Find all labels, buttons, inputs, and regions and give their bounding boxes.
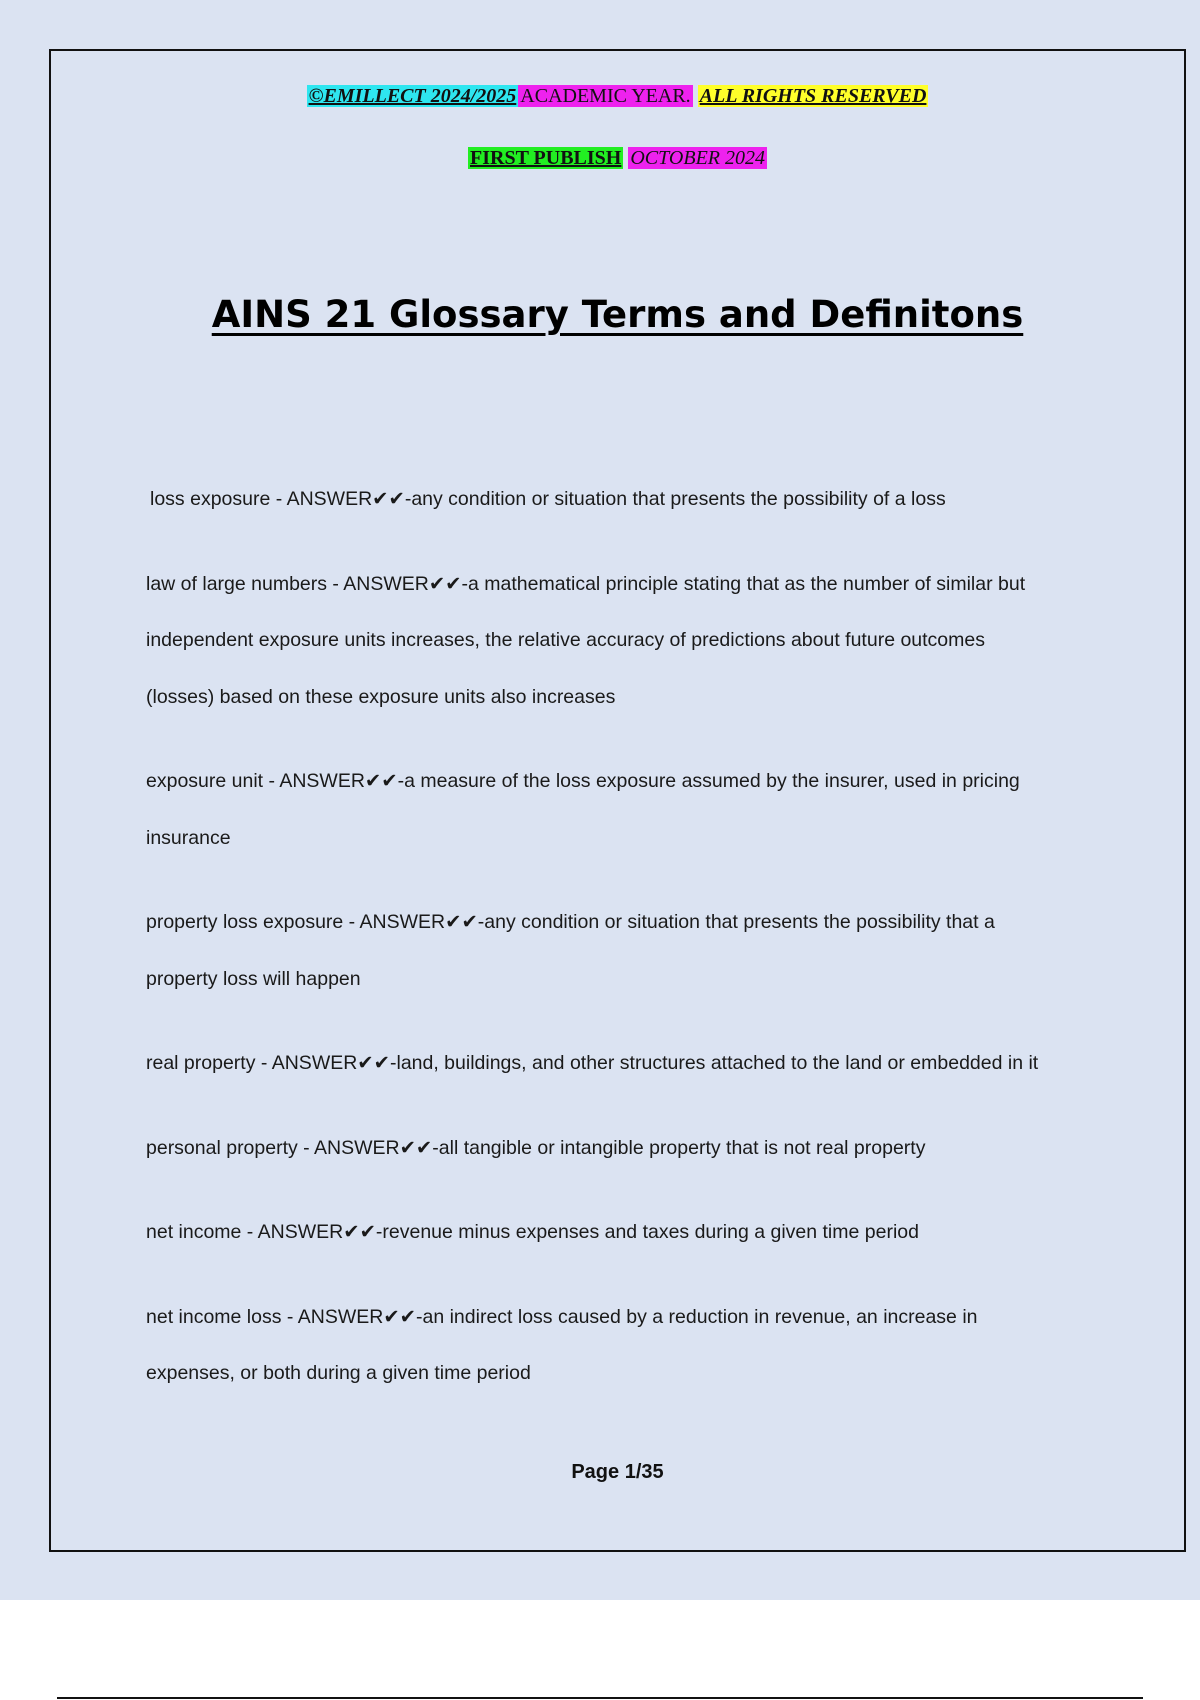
academic-year-text: ACADEMIC YEAR. xyxy=(520,85,691,107)
glossary-entry-line: net income - ANSWER✔✔-revenue minus expenses and taxes during a given time period xyxy=(146,1221,919,1243)
glossary-entry xyxy=(146,471,1146,528)
publish-date-text: OCTOBER 2024 xyxy=(630,147,765,169)
publish-banner xyxy=(51,147,1184,170)
rights-reserved-text: ALL RIGHTS RESERVED xyxy=(699,85,927,107)
document-title: AINS 21 Glossary Terms and Definitons xyxy=(211,293,1024,336)
glossary-entry-line: personal property - ANSWER✔✔-all tangible or intangible property that is not real property xyxy=(146,1136,926,1159)
glossary-entry xyxy=(146,1035,1146,1092)
first-publish-text: FIRST PUBLISH xyxy=(470,147,622,169)
glossary-entry-line: property loss exposure - ANSWER✔✔-any condition or situation that presents the possibility that a xyxy=(146,911,995,933)
bottom-rule xyxy=(57,1697,1143,1699)
copyright-banner xyxy=(51,85,1184,108)
glossary-entry-line: insurance xyxy=(146,826,231,849)
glossary-entry xyxy=(146,753,1146,866)
glossary-entry-line: net income loss - ANSWER✔✔-an indirect loss caused by a reduction in revenue, an increase in xyxy=(146,1305,978,1328)
glossary-entry-line: exposure unit - ANSWER✔✔-a measure of the loss exposure assumed by the insurer, used in pricing xyxy=(146,770,1020,792)
glossary-entry xyxy=(146,1120,1146,1177)
page-frame xyxy=(49,49,1186,1552)
glossary-entry-line: independent exposure units increases, the relative accuracy of predictions about future outcomes xyxy=(146,629,985,651)
glossary-entry xyxy=(146,1289,1146,1402)
copyright-text: ©EMILLECT 2024/2025 xyxy=(308,85,517,107)
glossary-list xyxy=(146,471,1146,1430)
glossary-entry xyxy=(146,1204,1146,1261)
glossary-entry-line: law of large numbers - ANSWER✔✔-a mathematical principle stating that as the number of similar but xyxy=(146,572,1026,595)
glossary-entry xyxy=(146,894,1146,1007)
glossary-entry-line: expenses, or both during a given time period xyxy=(146,1362,531,1384)
glossary-entry-line: property loss will happen xyxy=(146,967,361,990)
page-number: Page 1/35 xyxy=(571,1461,664,1483)
glossary-entry xyxy=(146,556,1146,726)
glossary-entry-line: loss exposure - ANSWER✔✔-any condition or situation that presents the possibility of a loss xyxy=(150,488,946,510)
glossary-entry-line: (losses) based on these exposure units also increases xyxy=(146,685,616,708)
glossary-entry-line: real property - ANSWER✔✔-land, buildings, and other structures attached to the land or embedded in it xyxy=(146,1052,1039,1074)
